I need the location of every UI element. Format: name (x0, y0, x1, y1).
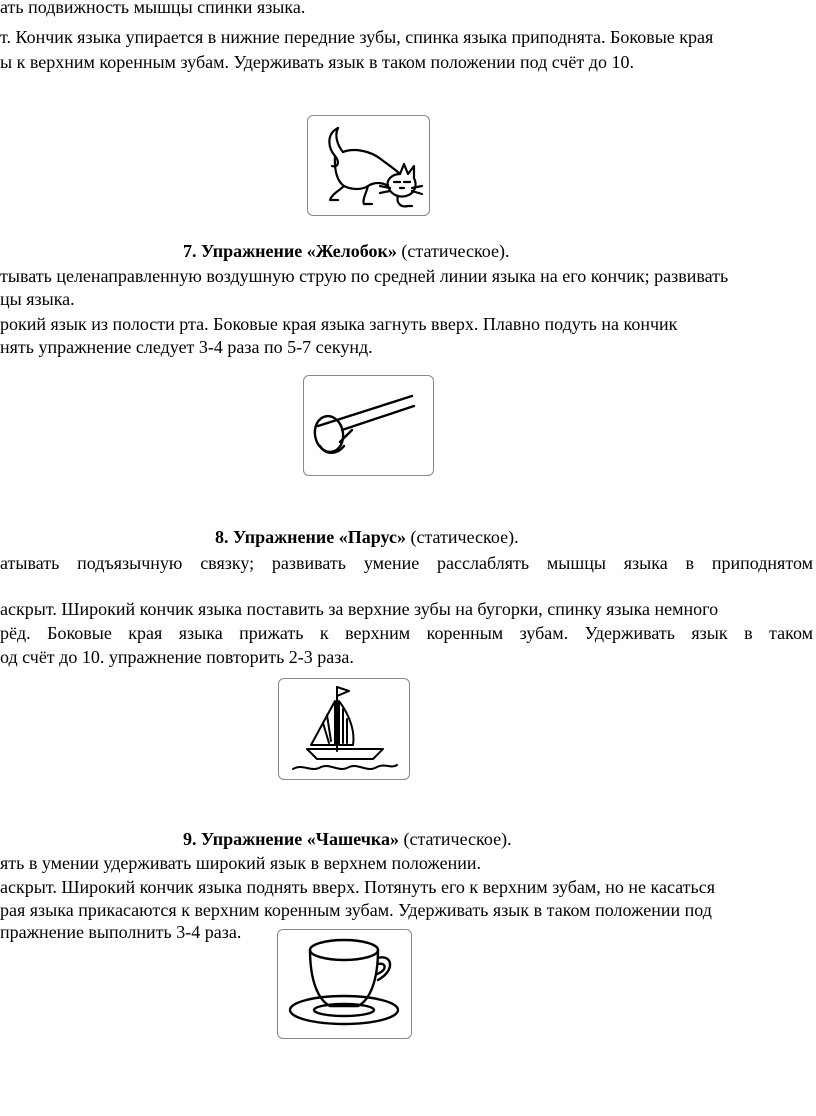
exercise-9-title-rest: (статическое). (398, 829, 512, 849)
exercise-8-line-2: аскрыт. Широкий кончик языка поставить за верхние зубы на бугорки, спинку языка немного (0, 599, 719, 619)
cat-icon (307, 115, 430, 216)
exercise-7-line-1: тывать целенаправленную воздушную струю по средней линии языка на его кончик; развивать (0, 266, 729, 286)
exercise-9-line-2: аскрыт. Широкий кончик языка поднять вверх. Потянуть его к верхним зубам, но не касаться (0, 877, 716, 897)
exercise-9-line-1: ять в умении удерживать широкий язык в верхнем положении. (0, 853, 481, 873)
exercise-8-title-rest: (статическое). (405, 527, 519, 547)
exercise-7-title (183, 240, 509, 262)
exercise-9-line-4: пражнение выполнить 3-4 раза. (0, 922, 242, 942)
exercise-8-line-3: рёд. Боковые края языка прижать к верхним коренным зубам. Удерживать язык в таком (0, 623, 813, 643)
exercise-7-line-4: нять упражнение следует 3-4 раза по 5-7 секунд. (0, 337, 373, 357)
exercise-7-line-2: цы языка. (0, 289, 75, 309)
exercise-7-title-bold: 7. Упражнение «Желобок» (183, 241, 397, 261)
exercise-8-line-4: од счёт до 10. упражнение повторить 2-3 раза. (0, 647, 354, 667)
exercise-8-title (215, 526, 519, 548)
cup-icon (277, 929, 412, 1039)
intro-line-1: ать подвижность мышцы спинки языка. (0, 0, 306, 17)
exercise-9-title-bold: 9. Упражнение «Чашечка» (183, 829, 399, 849)
exercise-9-title (183, 828, 512, 850)
exercise-7-title-rest: (статическое). (396, 241, 510, 261)
exercise-7-line-3: рокий язык из полости рта. Боковые края языка загнуть вверх. Плавно подуть на кончик (0, 314, 678, 334)
sailboat-icon (278, 678, 410, 780)
intro-line-2: т. Кончик языка упирается в нижние передние зубы, спинка языка приподнята. Боковые края (0, 27, 714, 47)
intro-line-3: ы к верхним коренным зубам. Удерживать язык в таком положении под счёт до 10. (0, 52, 634, 72)
gutter-icon (303, 375, 434, 476)
exercise-8-line-1: атывать подъязычную связку; развивать умение расслаблять мышцы языка в приподнятом (0, 553, 813, 573)
exercise-8-title-bold: 8. Упражнение «Парус» (215, 527, 406, 547)
exercise-9-line-3: рая языка прикасаются к верхним коренным зубам. Удерживать язык в таком положении под (0, 900, 712, 920)
